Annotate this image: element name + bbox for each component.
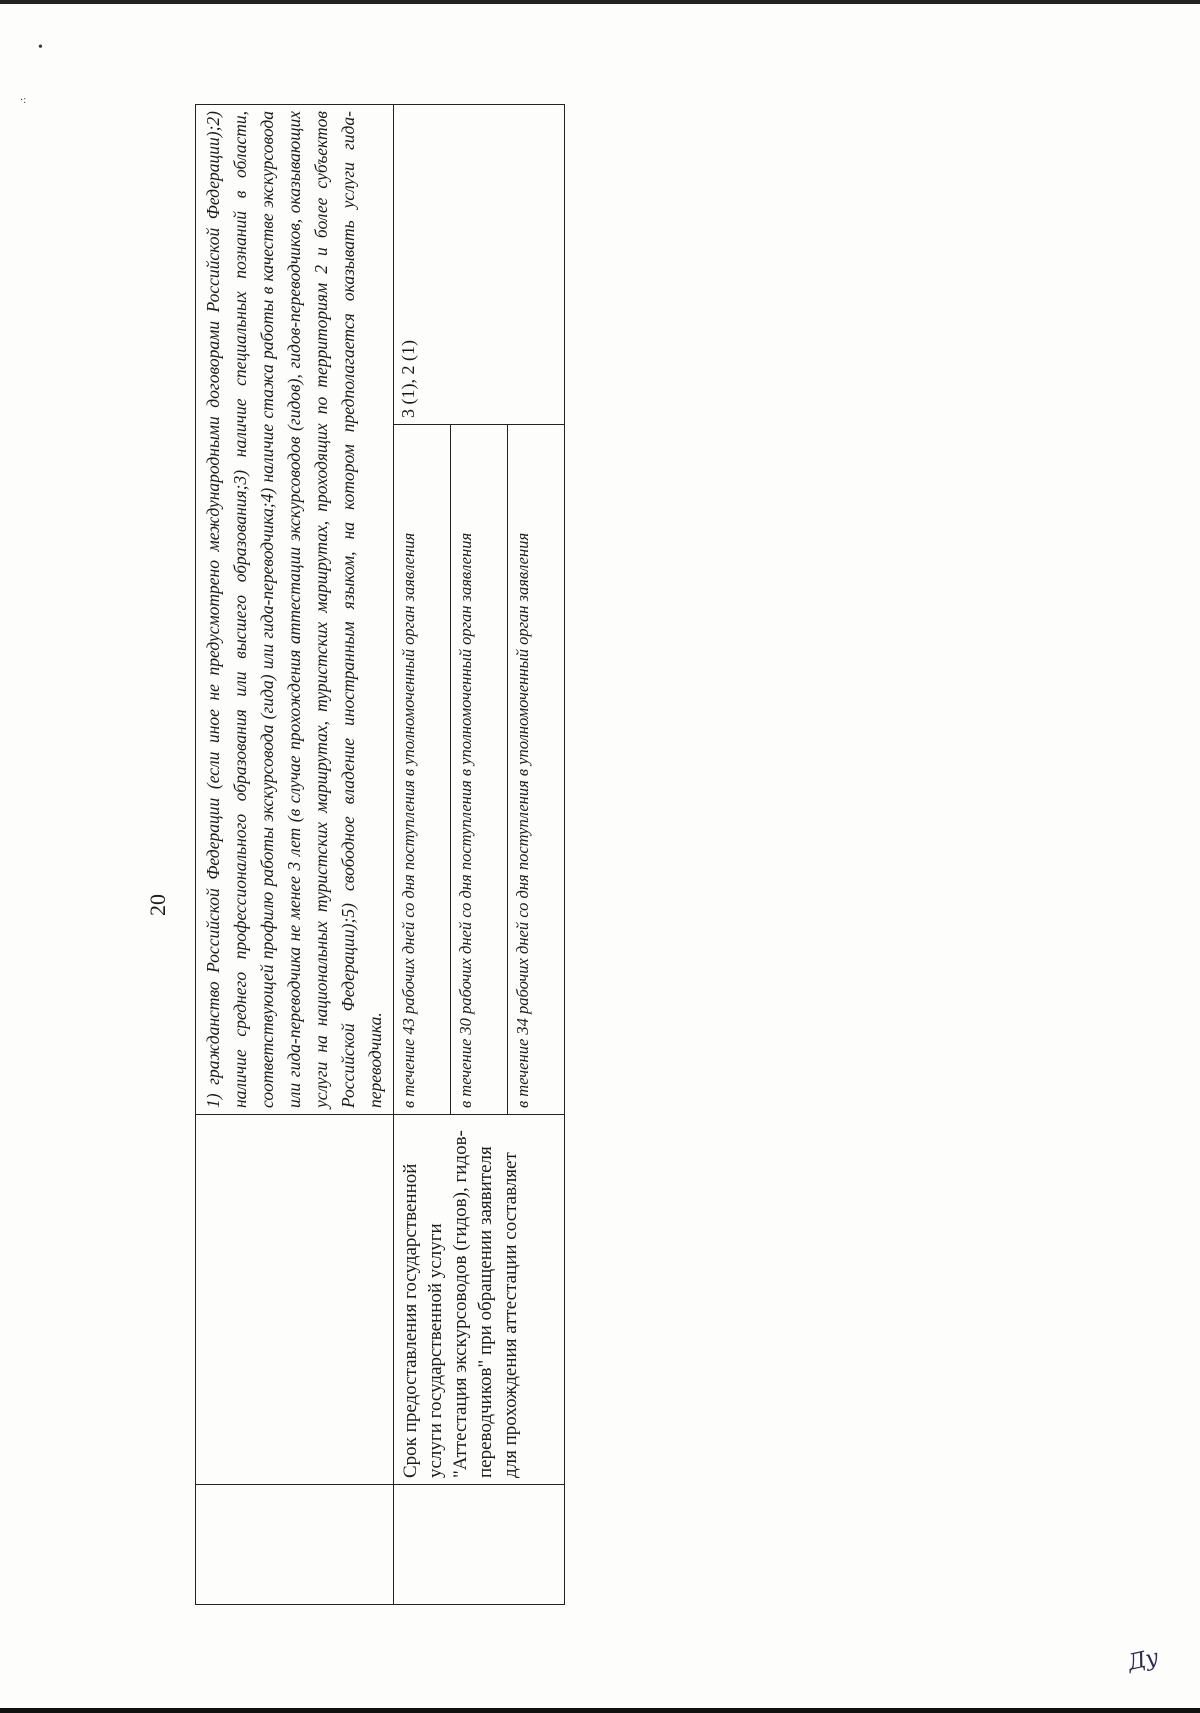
table-cell-empty (196, 1115, 394, 1485)
rotated-page (145, 105, 765, 1605)
scan-speck: • (38, 40, 43, 55)
table-cell-empty (196, 1485, 394, 1605)
page-number: 20 (145, 894, 170, 916)
article-reference: 3 (1), 2 (1) (394, 105, 565, 425)
scan-bottom-edge (0, 1708, 1200, 1713)
table-row (196, 105, 394, 1605)
table-row (394, 105, 451, 1605)
scan-top-edge (0, 0, 1200, 4)
scan-speck: ·: (20, 95, 27, 106)
term-value-3: в течение 34 рабочих дней со дня поступления в уполномоченный орган заявления (508, 425, 565, 1115)
term-value-2: в течение 30 рабочих дней со дня поступления в уполномоченный орган заявления (451, 425, 508, 1115)
term-label: Срок предоставления государственной услуги государственной услуги "Аттестация экскурсоводов (гидов), гидов-переводчиков" при обращении заявителя для прохождения аттестации составляет (394, 1115, 565, 1485)
requirements-table (195, 104, 565, 1605)
requirements-text: 1) гражданство Российской Федерации (если иное не предусмотрено международными договорами Российской Федерации);2) наличие среднего профессионального образования или высшего образования;3) наличие специальных познаний в области, соответствующей профилю работы экскурсовода (гида) или гида-переводчика;4) наличие стажа работы в качестве экскурсовода или гида-переводчика не менее 3 лет (в случае прохождения аттестации экскурсоводов (гидов), гидов-переводчиков, оказывающих услуги на национальных туристских маршрутах, туристских маршрутах, проходящих по территориям 2 и более субъектов Российской Федерации);5) свободное владение иностранным языком, на котором предполагается оказывать услуги гида-переводчика. (196, 105, 394, 1115)
table-cell-empty (394, 1485, 565, 1605)
handwritten-signature: Ду (1125, 1645, 1161, 1676)
term-value-1: в течение 43 рабочих дней со дня поступления в уполномоченный орган заявления (394, 425, 451, 1115)
